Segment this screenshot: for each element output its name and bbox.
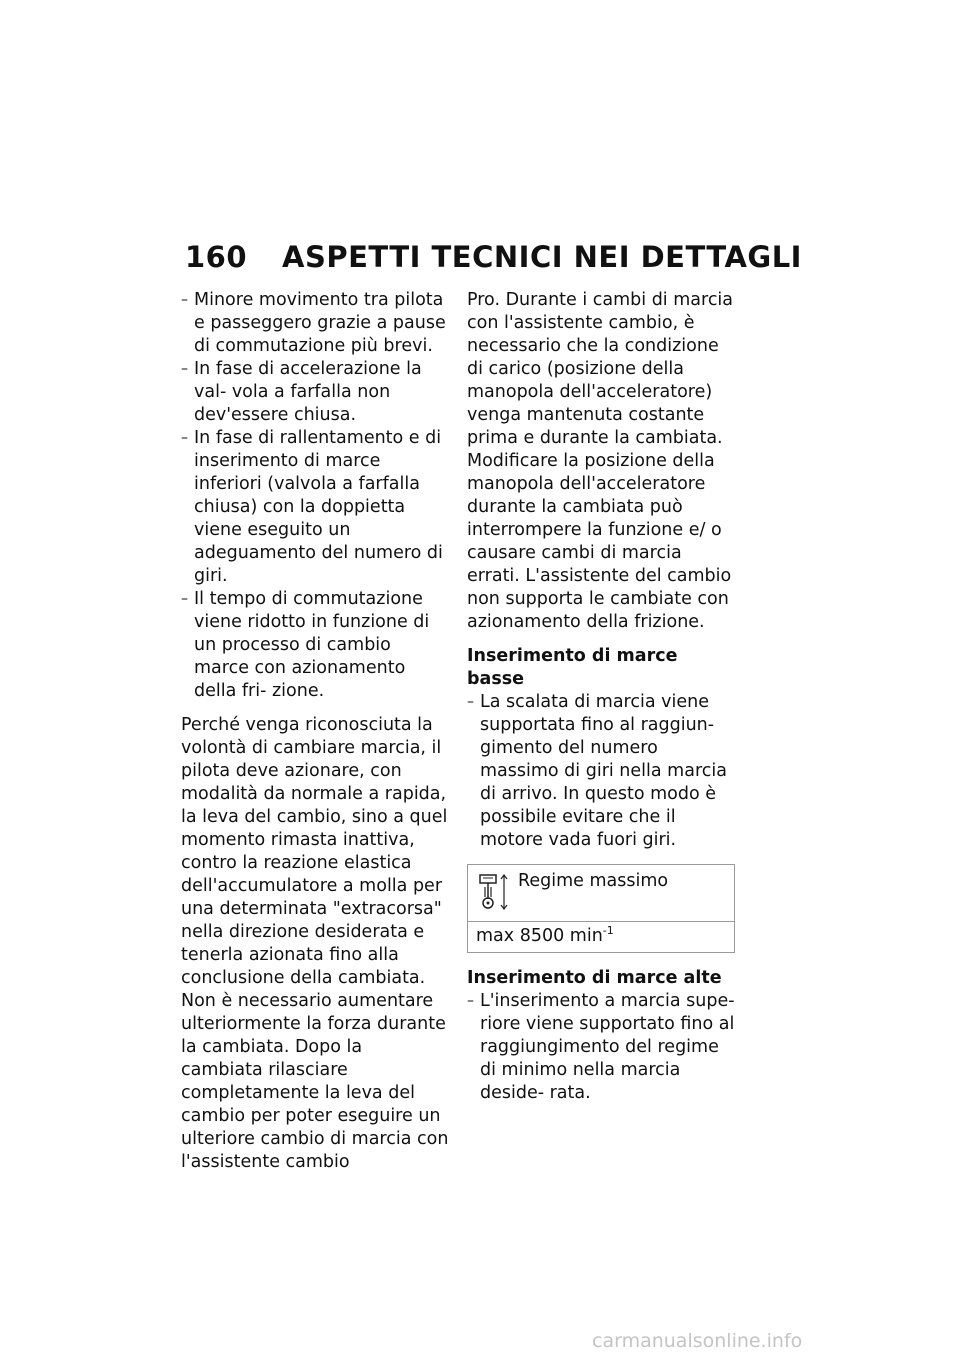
list-item: – In fase di rallentamento e di inserimento di marce inferiori (valvola a farfalla chiusa) con la doppietta viene eseguito un adeguamento del numero di giri. bbox=[181, 427, 449, 588]
right-column bbox=[467, 289, 739, 1105]
list-item: – Minore movimento tra pilota e passeggero grazie a pause di commutazione più brevi. bbox=[181, 289, 449, 358]
watermark: carmanualsonline.info bbox=[592, 1330, 803, 1352]
spec-label: Regime massimo bbox=[518, 871, 669, 891]
left-column bbox=[181, 289, 449, 1174]
page-number: 160 bbox=[185, 240, 248, 274]
left-bullet-list bbox=[181, 289, 449, 703]
spec-header bbox=[468, 865, 734, 922]
spec-unit-exponent: -1 bbox=[602, 924, 614, 938]
high-gears-list bbox=[467, 990, 739, 1105]
list-item: – In fase di accelerazione la val- vola a farfalla non dev'essere chiusa. bbox=[181, 358, 449, 427]
spec-table bbox=[467, 864, 735, 953]
section-heading-low-gears: Inserimento di marce basse bbox=[467, 646, 678, 689]
list-item: – Il tempo di commutazione viene ridotto in funzione di un processo di cambio marce con azionamento della fri- zione. bbox=[181, 588, 449, 703]
list-item: – La scalata di marcia viene supportata fino al raggiun- gimento del numero massimo di giri nella marcia di arrivo. In questo modo è possibile evitare che il motore vada fuori giri. bbox=[467, 691, 739, 852]
body-paragraph: Perché venga riconosciuta la volontà di cambiare marcia, il pilota deve azionare, con modalità da normale a rapida, la leva del cambio, sino a quel momento rimasta inattiva, contro la reazione elastica dell'accumulatore a molla per una determinata "extracorsa" nella direzione desiderata e tenerla azionata fino alla conclusione della cambiata. Non è necessario aumentare ulteriormente la forza durante la cambiata. Dopo la cambiata rilasciare completamente la leva del cambio per poter eseguire un ulteriore cambio di marcia con l'assistente cambio bbox=[181, 715, 449, 1172]
section-heading-high-gears: Inserimento di marce alte bbox=[467, 968, 722, 988]
low-gears-list bbox=[467, 691, 739, 852]
list-item: – L'inserimento a marcia supe- riore viene supportato fino al raggiungimento del regime di minimo nella marcia deside- rata. bbox=[467, 990, 739, 1105]
engine-piston-icon bbox=[478, 873, 510, 911]
body-paragraph: Pro. Durante i cambi di marcia con l'assistente cambio, è necessario che la condizione di carico (posizione della manopola dell'acceleratore) venga mantenuta costante prima e durante la cambiata. Modificare la posizione della manopola dell'acceleratore durante la cambiata può interrompere la funzione e/ o causare cambi di marcia errati. L'assistente del cambio non supporta le cambiate con azionamento della frizione. bbox=[467, 290, 734, 632]
page-title: ASPETTI TECNICI NEI DETTAGLI bbox=[282, 240, 802, 274]
spec-value-text: max 8500 min bbox=[476, 926, 603, 946]
spec-value bbox=[468, 922, 734, 952]
page-header bbox=[185, 240, 802, 280]
